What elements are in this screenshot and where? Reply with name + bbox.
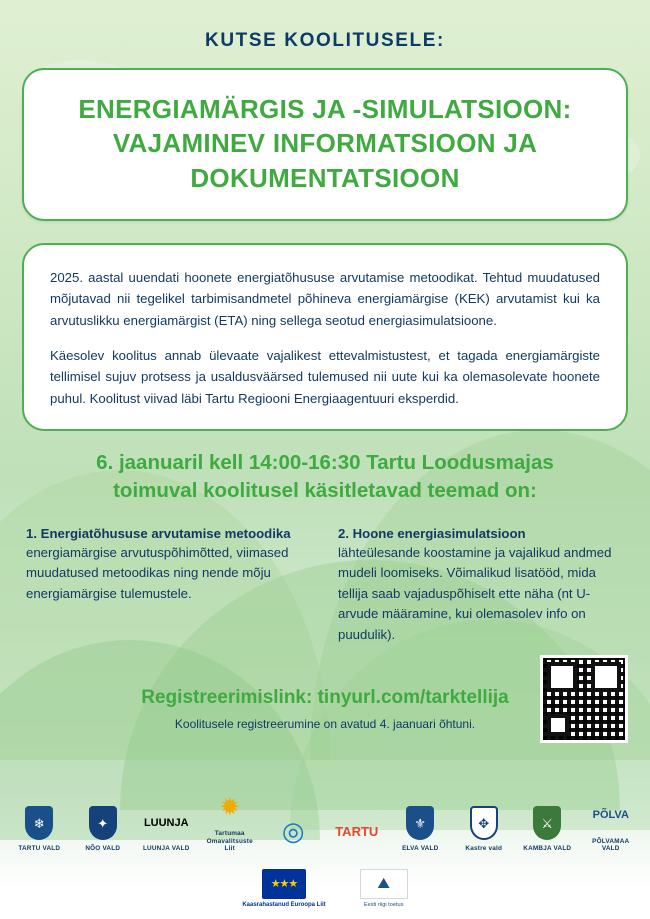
topic-heading: 2. Hoone energiasimulatsioon	[338, 525, 526, 541]
event-highlight-line-1: 6. jaanuaril kell 14:00-16:30 Tartu Loodusmajas	[96, 451, 554, 475]
wordmark-icon: PÕLVA	[592, 809, 629, 822]
description-paragraph-1: 2025. aastal uuendati hoonete energiatõhususe arvutamise metoodikat. Tehtud muudatused mõjutavad nii tegelikel tarbimisandmetel põhineva energiamärgise (KEK) arvutamist kui ka arvutuslikku energiamärgist (ETA) ning sellega seotud energiasimulatsioone.	[50, 269, 600, 328]
shield-icon: ✥	[470, 806, 498, 840]
registration-note: Koolitusele registreerumine on avatud 4. jaanuari õhtuni.	[174, 717, 476, 732]
title-card	[22, 68, 628, 221]
shield-icon: ⚔	[533, 806, 561, 840]
topic-text: energiamärgise arvutuspõhimõtted, viimased muudatused metoodikas ning nende mõju energiamärgise tulemustele.	[26, 544, 289, 601]
qr-code-icon[interactable]	[540, 655, 628, 743]
wordmark-icon: LUUNJA	[143, 816, 189, 829]
partner-logo	[332, 812, 383, 853]
seal-icon: ◎	[281, 816, 305, 846]
estonia-icon: ⛰	[360, 869, 408, 899]
partner-logo-caption: ELVA VALD	[402, 845, 439, 853]
wordmark-icon: TARTU	[335, 823, 379, 839]
funding-logo-caption: Kaasrahastanud Euroopa Liit	[242, 901, 326, 908]
funding-logo	[360, 869, 408, 909]
funding-logo-strip	[0, 869, 650, 910]
description-paragraph-2: Käesolev koolitus annab ülevaate vajalikest ettevalmistustest, et tagada energiamärgiste tellimisel sujuv protsess ja usaldusväärsed tulemused nii uute kui ka olemasolevate hoonete puhul. Koolitust viivad läbi Tartu Regiooni Energiaagentuuri eksperdid.	[50, 348, 600, 406]
shield-icon: ❄	[25, 806, 53, 840]
title-line-1: ENERGIAMÄRGIS JA -SIMULATSIOON:	[78, 94, 572, 124]
funding-logo	[242, 869, 325, 910]
partner-logo-caption: Tartumaa Omavalitsuste Liit	[206, 829, 253, 853]
sun-icon: ✹	[219, 793, 240, 821]
title-line-2: VAJAMINEV INFORMATSIOON JA	[112, 128, 538, 159]
partner-logo	[522, 804, 573, 853]
partner-logo-caption: PÕLVAMAA VALD	[592, 837, 630, 853]
partner-logo-caption: KAMBJA VALD	[523, 845, 572, 853]
partner-logo	[586, 797, 637, 853]
partner-logo	[268, 812, 319, 853]
partner-logo-caption: TARTU VALD	[18, 845, 61, 853]
partner-logo	[141, 804, 192, 853]
partner-logo-caption: LUUNJA VALD	[142, 845, 190, 853]
topic-column-2	[338, 524, 624, 645]
topics-columns	[26, 524, 624, 645]
shield-icon: ✦	[89, 806, 117, 840]
partner-logo-caption: NÕO VALD	[85, 845, 121, 853]
kicker-text: KUTSE KOOLITUSELE:	[205, 30, 445, 51]
partner-logo	[14, 804, 65, 853]
event-highlight	[26, 449, 624, 506]
shield-icon: ⚜	[406, 806, 434, 840]
partner-logo-caption: Kastre vald	[465, 845, 503, 853]
partner-logo	[205, 789, 256, 853]
registration-section	[0, 673, 650, 769]
funding-logo-caption: Eesti riigi toetus	[363, 901, 404, 908]
event-highlight-line-2: toimuval koolitusel käsitletavad teemad on:	[113, 479, 537, 503]
registration-link[interactable]: Registreerimislink: tinyurl.com/tarktellija	[141, 687, 509, 709]
description-card	[22, 243, 628, 431]
title-line-3: DOKUMENTATSIOON	[190, 162, 460, 193]
topic-column-1	[26, 524, 312, 645]
partner-logo	[395, 804, 446, 853]
topic-heading: 1. Energiatõhususe arvutamise metoodika	[26, 525, 291, 541]
partner-logo-strip	[0, 789, 650, 853]
eu-flag-icon: ★★★	[262, 869, 306, 899]
partner-logo	[459, 804, 510, 853]
partner-logo	[78, 804, 129, 853]
topic-text: lähteülesande koostamine ja vajalikud andmed mudeli loomiseks. Võimalikud lisatööd, mida tellija saab vajaduspõhiselt ette näha (nt U-arvude määramine, kui olemasolev info on puudulik).	[338, 544, 612, 642]
